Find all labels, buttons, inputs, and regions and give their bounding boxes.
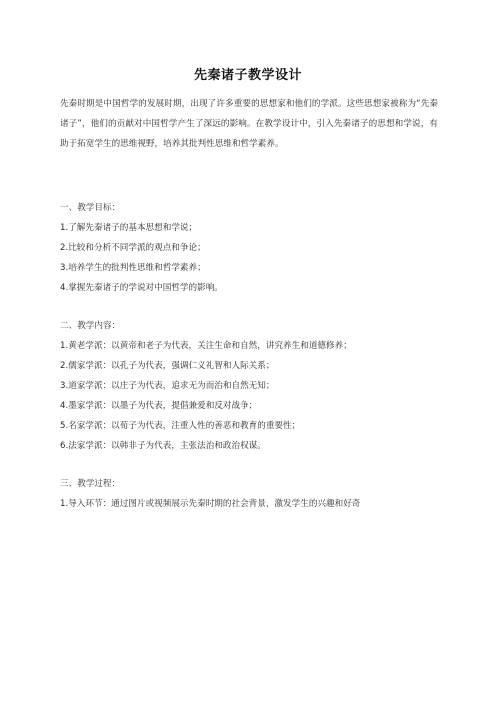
content-item: 1.黄老学派：以黄帝和老子为代表，关注生命和自然，讲究养生和道德修养； bbox=[60, 341, 352, 351]
document-title: 先秦诸子教学设计 bbox=[193, 68, 302, 83]
intro-paragraph: 先秦时期是中国哲学的发展时期，出现了许多重要的思想家和他们的学派。这些思想家被称为“先秦诸子”，他们的贡献对中国哲学产生了深远的影响。在教学设计中，引入先秦诸子的思想和学说，有助于拓宽学生的思维视野，培养其批判性思维和哲学素养。 bbox=[60, 99, 438, 149]
content-item: 4.墨家学派：以墨子为代表，提倡兼爱和反对战争； bbox=[60, 401, 258, 411]
objective-item: 1.了解先秦诸子的基本思想和学说； bbox=[60, 223, 198, 233]
content-item: 2.儒家学派：以孔子为代表，强调仁义礼智和人际关系； bbox=[60, 361, 275, 371]
section-heading-content: 二、教学内容： bbox=[60, 321, 121, 331]
content-item: 5.名家学派：以荀子为代表，注重人性的善恶和教育的重要性； bbox=[60, 421, 301, 431]
process-item: 1.导入环节：通过图片或视频展示先秦时期的社会背景，激发学生的兴趣和好奇 bbox=[60, 499, 361, 509]
objective-item: 2.比较和分析不同学派的观点和争论； bbox=[60, 243, 206, 253]
section-heading-objectives: 一、教学目标： bbox=[60, 203, 121, 213]
objective-item: 4.掌握先秦诸子的学说对中国哲学的影响。 bbox=[60, 283, 223, 293]
content-item: 3.道家学派：以庄子为代表，追求无为而治和自然无知； bbox=[60, 381, 275, 391]
objective-item: 3.培养学生的批判性思维和哲学素养； bbox=[60, 263, 206, 273]
section-heading-process: 三、教学过程： bbox=[60, 479, 121, 489]
content-item: 6.法家学派：以韩非子为代表，主张法治和政治权谋。 bbox=[60, 441, 266, 451]
